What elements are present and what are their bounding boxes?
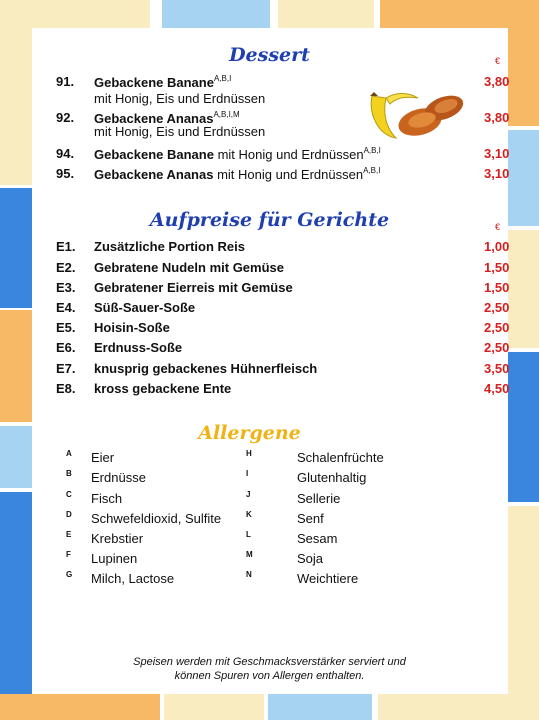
item-name: Gebratener Eierreis mit Gemüse [94, 280, 293, 295]
frame-left-yellow [0, 0, 32, 185]
allergen-name: Erdnüsse [91, 470, 146, 485]
allergen-code: G [66, 570, 73, 579]
frame-right-yellow [508, 230, 539, 348]
allergen-name: Milch, Lactose [91, 571, 175, 586]
allergen-code: I [246, 469, 249, 478]
allergen-name: Schalenfrüchte [297, 450, 384, 465]
item-price: 1,50 [484, 260, 510, 275]
allergen-code: F [66, 550, 71, 559]
frame-left-blue-2 [0, 492, 32, 720]
item-number: 95. [56, 166, 75, 181]
item-number: E1. [56, 239, 76, 254]
allergen-name: Senf [297, 511, 324, 526]
item-description: mit Honig, Eis und Erdnüssen [94, 91, 266, 106]
item-number: E8. [56, 381, 76, 396]
frame-top-lightblue [162, 0, 270, 28]
allergen-code: K [246, 510, 252, 519]
frame-left-orange [0, 310, 32, 422]
allergen-name: Glutenhaltig [297, 470, 367, 485]
item-description: mit Honig, Eis und Erdnüssen [94, 124, 266, 139]
allergen-code: B [66, 469, 72, 478]
item-number: E5. [56, 320, 76, 335]
item-number: E7. [56, 361, 76, 376]
frame-right-yellow-2 [508, 506, 539, 720]
allergen-name: Weichtiere [297, 571, 359, 586]
allergen-name: Sesam [297, 531, 338, 546]
item-price: 2,50 [484, 320, 510, 335]
item-number: 94. [56, 146, 75, 161]
item-name: Gebackene Banane$^{A,B,I}$ [94, 74, 232, 90]
allergen-code: C [66, 490, 72, 499]
item-price: 3,50 [484, 361, 510, 376]
allergen-code: J [246, 490, 251, 499]
item-name: kross gebackene Ente [94, 381, 232, 396]
item-number: E2. [56, 260, 76, 275]
item-number: E6. [56, 340, 76, 355]
item-name: Hoisin-Soße [94, 320, 170, 335]
allergen-name: Soja [297, 551, 324, 566]
allergen-code: N [246, 570, 252, 579]
frame-top-yellow-2 [278, 0, 374, 28]
allergen-code: D [66, 510, 72, 519]
allergen-code: E [66, 530, 72, 539]
footer-line: Speisen werden mit Geschmacksverstärker serviert und [133, 656, 406, 668]
allergen-name: Schwefeldioxid, Sulfite [91, 511, 222, 526]
item-name: Gebackene Ananas mit Honig und Erdnüssen$^{A,B,I}$ [94, 166, 381, 182]
item-name: knusprig gebackenes Hühnerfleisch [94, 361, 318, 376]
item-number: 91. [56, 74, 75, 89]
frame-bottom-yellow-2 [378, 694, 539, 720]
extras-title: Aufpreise für Gerichte [149, 209, 390, 231]
allergen-name: Fisch [91, 491, 123, 506]
item-price: 3,80 [484, 110, 510, 125]
item-name: Süß-Sauer-Soße [94, 300, 196, 315]
allergen-code: L [246, 530, 251, 539]
allergen-code: A [66, 449, 72, 458]
allergens-title: Allergene [198, 422, 301, 444]
item-price: 4,50 [484, 381, 510, 396]
item-name: Gebackene Banane mit Honig und Erdnüssen$^{A,B,I}$ [94, 146, 381, 162]
item-name: Gebratene Nudeln mit Gemüse [94, 260, 284, 275]
frame-bottom-lightblue [268, 694, 372, 720]
dessert-currency: € [495, 56, 501, 66]
allergen-name: Eier [91, 450, 115, 465]
item-name: Erdnuss-Soße [94, 340, 183, 355]
item-price: 2,50 [484, 340, 510, 355]
frame-left-blue [0, 188, 32, 308]
allergen-name: Sellerie [297, 491, 341, 506]
allergen-name: Krebstier [91, 531, 144, 546]
item-name: Zusätzliche Portion Reis [94, 239, 245, 254]
item-price: 3,10 [484, 166, 510, 181]
item-name: Gebackene Ananas$^{A,B,I,M}$ [94, 110, 240, 126]
footer-note [0, 655, 539, 683]
item-number: E3. [56, 280, 76, 295]
footer-line: können Spuren von Allergen enthalten. [174, 670, 365, 682]
allergen-code: H [246, 449, 252, 458]
item-price: 1,00 [484, 239, 510, 254]
item-number: E4. [56, 300, 76, 315]
frame-bottom-yellow [164, 694, 264, 720]
frame-bottom-orange [0, 694, 160, 720]
extras-currency: € [495, 222, 501, 232]
item-price: 3,80 [484, 74, 510, 89]
allergen-name: Lupinen [91, 551, 138, 566]
fried-banana-image [366, 86, 470, 144]
item-price: 2,50 [484, 300, 510, 315]
allergen-code: M [246, 550, 253, 559]
item-price: 1,50 [484, 280, 510, 295]
item-price: 3,10 [484, 146, 510, 161]
dessert-title: Dessert [229, 44, 310, 66]
item-number: 92. [56, 110, 75, 125]
